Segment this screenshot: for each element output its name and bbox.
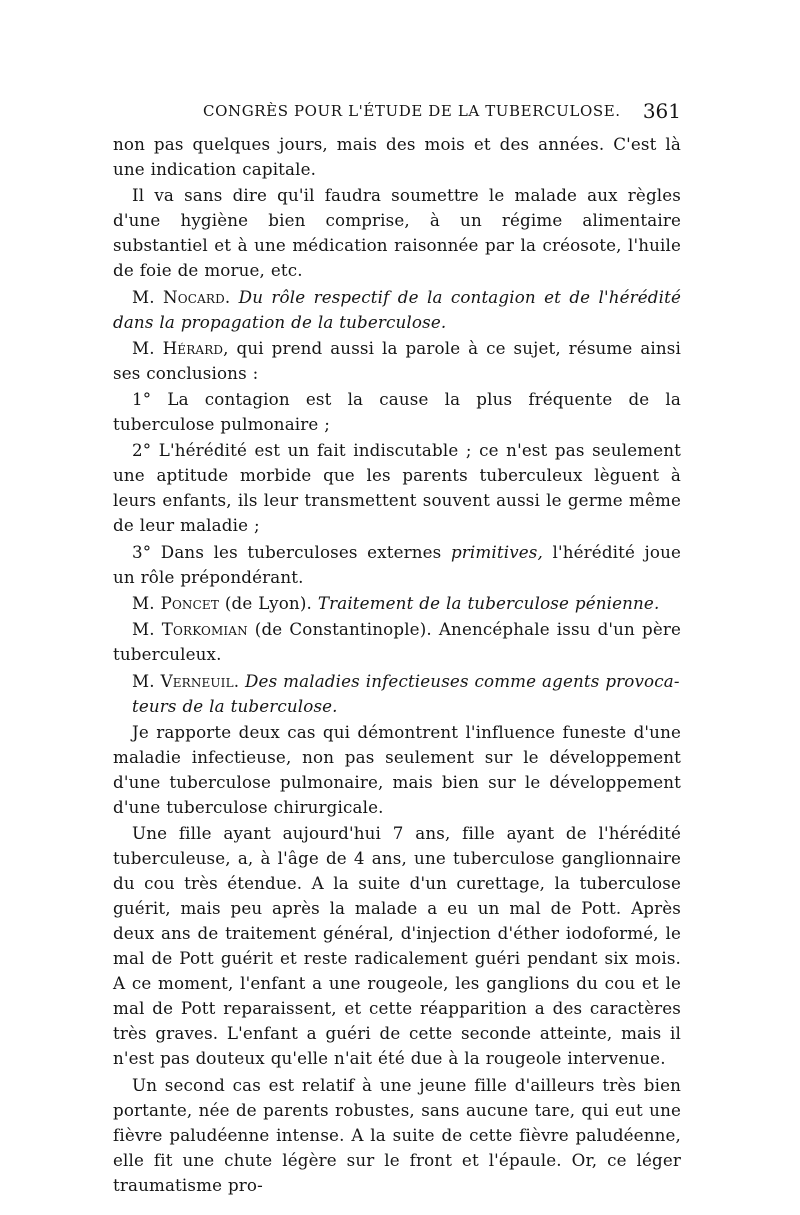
- paragraph-two-cases: Je rapporte deux cas qui démontrent l'influence funeste d'une maladie infectieuse, non pas seulement sur le développement d'une tuberculose pulmonaire, mais bien sur le développement d'une tuberculose chirurgicale.: [113, 721, 681, 817]
- speaker-name: Poncet: [160, 593, 219, 614]
- body-text: [113, 132, 681, 1199]
- communication-title-continued: teurs de la tuberculose.: [132, 695, 338, 716]
- speaker-prefix: M.: [132, 670, 155, 691]
- speaker-prefix: M.: [132, 593, 155, 614]
- paragraph-text: qui prend aussi la parole à ce sujet, résume ainsi ses conclusions :: [113, 337, 681, 383]
- paragraph-hygiene: Il va sans dire qu'il faudra soumettre le malade aux règles d'une hygiène bien comprise, à un régime alimentaire substantiel et à une médication raisonnée par la créosote, l'huile de foie de morue, etc.: [113, 185, 681, 281]
- communication-title: Du rôle respectif de la contagion et de l'hérédité dans la propagation de la tuberculose.: [113, 286, 682, 332]
- speaker-prefix: M.: [132, 619, 155, 640]
- speaker-prefix: M.: [132, 337, 155, 358]
- paragraph-torkomian: [113, 617, 681, 667]
- title-line-1: [113, 669, 681, 694]
- communication-title: Des maladies infectieuses comme agents provoca-: [245, 670, 680, 691]
- paragraph-nocard: [113, 285, 681, 335]
- page-number: 361: [642, 99, 681, 123]
- page-header: [110, 99, 685, 125]
- conclusion-emphasis: primitives,: [450, 541, 543, 562]
- conclusion-2: 2° L'hérédité est un fait indiscutable ; ce n'est pas seulement une aptitude morbide que les parents tuberculeux lèguent à leurs enfants, ils leur transmettent souvent aussi le germe même de leur maladie ;: [113, 440, 681, 536]
- speaker-name: Nocard.: [163, 286, 231, 307]
- paragraph-herard: [113, 336, 681, 386]
- speaker-name: Torkomian: [161, 619, 248, 640]
- speaker-origin: (de Lyon).: [224, 593, 312, 614]
- paragraph-poncet: [113, 591, 681, 616]
- speaker-prefix: M.: [132, 286, 155, 307]
- paragraph-first-case: Une fille ayant aujourd'hui 7 ans, fille ayant de l'hérédité tuberculeuse, a, à l'âge de 4 ans, une tuberculose ganglionnaire du cou très étendue. A la suite d'un curettage, la tuberculose guérit, mais peu après la malade a eu un mal de Pott. Après deux ans de traitement général, d'injection d'éther iodoformé, le mal de Pott guérit et reste radicalement guéri pendant six mois. A ce moment, l'enfant a une rougeole, les ganglions du cou et le mal de Pott reparaissent, et cette réapparition a des caractères très graves. L'enfant a guéri de cette seconde atteinte, mais il n'est pas douteux qu'elle n'ait été due à la rougeole intervenue.: [113, 823, 681, 1069]
- conclusion-3: [113, 540, 681, 590]
- paragraph-verneuil: [113, 669, 681, 719]
- paragraph-text: (de Constantinople). Anencéphale issu d'un père tuberculeux.: [113, 619, 681, 665]
- conclusion-text: l'hérédité joue un rôle prépondérant.: [113, 541, 681, 587]
- communication-title: Traitement de la tuberculose pénienne.: [317, 593, 660, 614]
- speaker-name: Hérard,: [162, 337, 229, 358]
- paragraph-continuation: non pas quelques jours, mais des mois et des années. C'est là une indication capitale.: [113, 134, 681, 179]
- running-title: CONGRÈS POUR L'ÉTUDE DE LA TUBERCULOSE.: [203, 102, 621, 120]
- speaker-name: Verneuil.: [160, 670, 240, 691]
- paragraph-second-case: Un second cas est relatif à une jeune fille d'ailleurs très bien portante, née de parents robustes, sans aucune tare, qui eut une fièvre paludéenne intense. A la suite de cette fièvre paludéenne, elle fit une chute légère sur le front et l'épaule. Or, ce léger traumatisme pro-: [113, 1074, 681, 1195]
- conclusion-1: 1° La contagion est la cause la plus fréquente de la tuberculose pulmonaire ;: [113, 389, 681, 435]
- conclusion-text: 3° Dans les tuberculoses externes: [132, 541, 442, 562]
